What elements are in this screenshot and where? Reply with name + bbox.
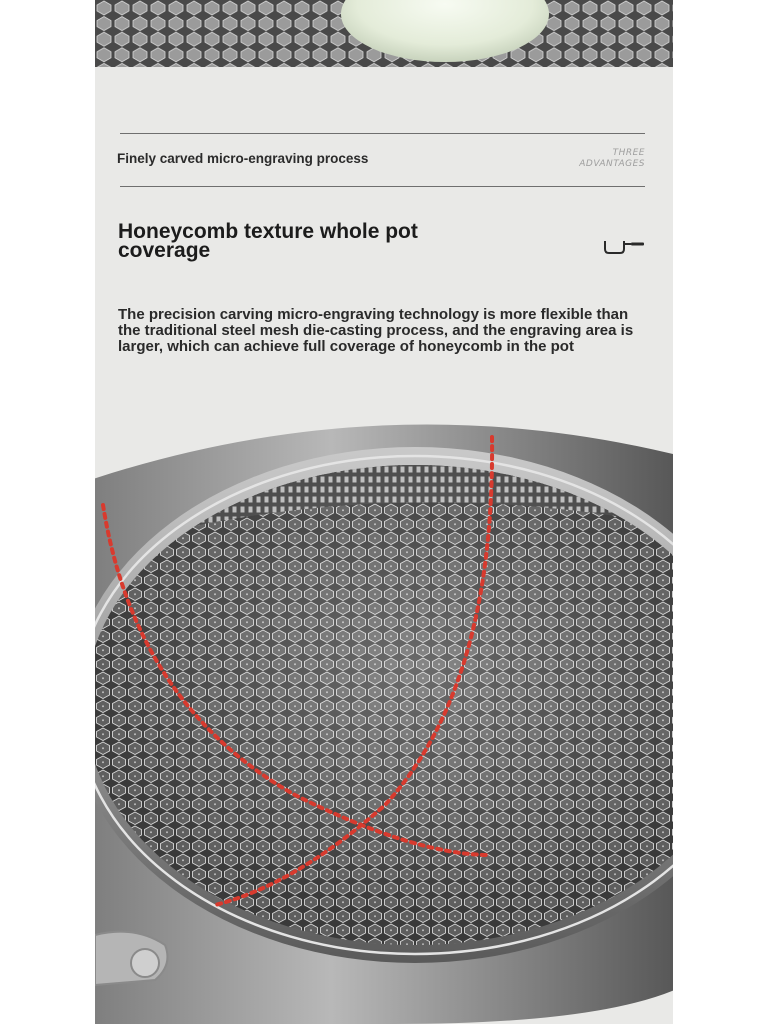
bottom-divider — [120, 186, 645, 187]
subtitle: Finely carved micro-engraving process — [117, 151, 369, 166]
top-divider — [120, 133, 645, 134]
product-panel — [95, 0, 673, 1024]
description: The precision carving micro-engraving technology is more flexible than the traditional steel mesh die-casting process, and the engraving area is larger, which can achieve full coverage of honeycomb in the pot — [118, 306, 634, 355]
page-title: Honeycomb texture whole pot coverage — [118, 220, 418, 262]
frying-pan-icon — [603, 238, 645, 261]
top-honeycomb-photo — [95, 0, 673, 67]
advantages-label: THREE ADVANTAGES — [579, 148, 645, 169]
wok-photo — [95, 405, 673, 1024]
